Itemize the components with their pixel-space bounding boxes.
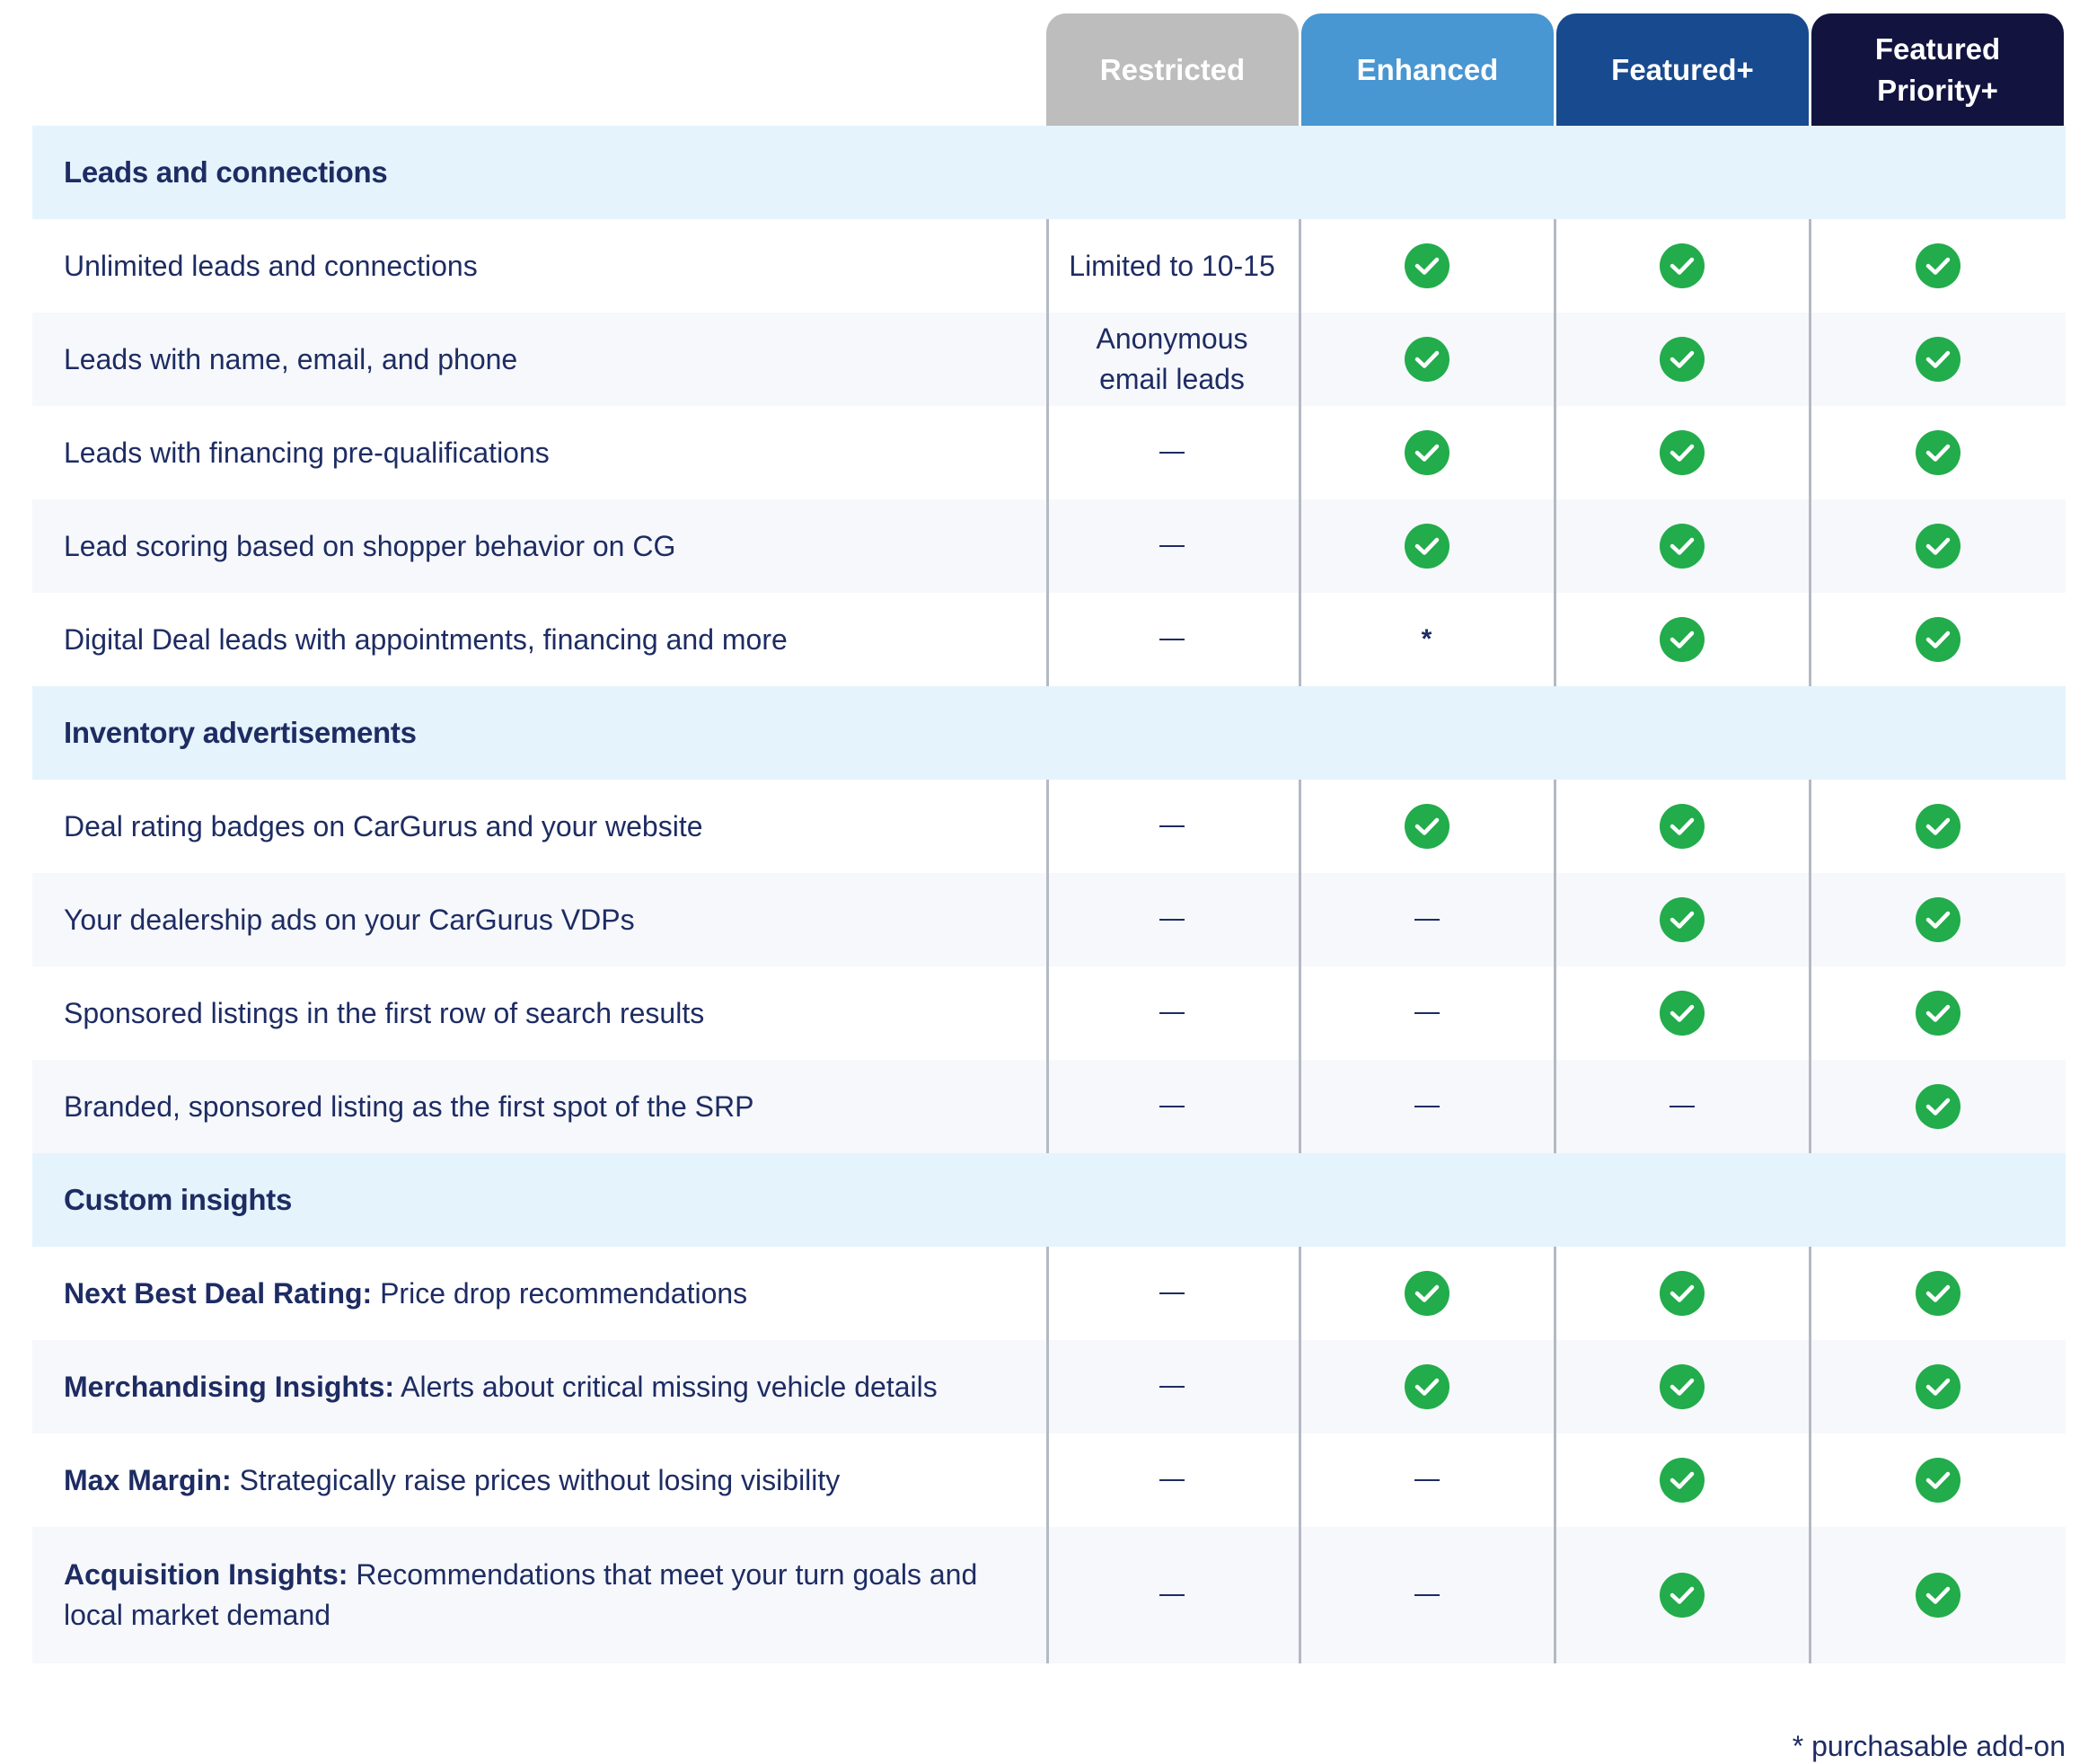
footnote: * purchasable add-on	[1792, 1730, 2066, 1762]
cell-featured_priority_plus	[1811, 873, 2066, 966]
check-icon	[1660, 243, 1705, 288]
check-icon	[1916, 1573, 1960, 1618]
section-title: Inventory advertisements	[64, 716, 417, 749]
check-icon	[1660, 1364, 1705, 1409]
feature-name: Next Best Deal Rating:	[64, 1276, 373, 1310]
column-divider	[1046, 1247, 1049, 1663]
cell-featured_plus	[1555, 1527, 1808, 1663]
column-divider	[1046, 780, 1049, 1153]
feature-description: Recommendations that meet your turn goals and local market demand	[64, 1558, 978, 1631]
cell-restricted	[1046, 499, 1298, 593]
check-icon	[1660, 1458, 1705, 1503]
check-icon	[1660, 897, 1705, 942]
cell-featured_plus	[1555, 1433, 1808, 1527]
cell-enhanced	[1300, 313, 1553, 406]
dash-icon	[1159, 1292, 1185, 1294]
dash-icon	[1159, 825, 1185, 827]
feature-label	[64, 1247, 1034, 1340]
cell-featured_priority_plus	[1811, 1433, 2066, 1527]
feature-row	[32, 313, 2066, 406]
cell-enhanced	[1300, 966, 1553, 1060]
check-icon	[1916, 1084, 1960, 1129]
check-icon	[1916, 337, 1960, 382]
feature-name: Acquisition Insights:	[64, 1558, 348, 1591]
cell-restricted	[1046, 219, 1298, 313]
dash-icon	[1414, 1012, 1440, 1014]
feature-label-text	[64, 993, 704, 1034]
cell-text: Limited to 10-15	[1069, 249, 1275, 282]
feature-description: Alerts about critical missing vehicle details	[394, 1370, 938, 1403]
dash-icon	[1159, 1012, 1185, 1014]
check-icon	[1405, 243, 1449, 288]
feature-description: Your dealership ads on your CarGurus VDPs	[64, 903, 635, 936]
cell-restricted	[1046, 1247, 1298, 1340]
cell-featured_priority_plus	[1811, 1527, 2066, 1663]
column-divider	[1554, 780, 1556, 1153]
feature-label	[64, 1527, 1016, 1663]
feature-row	[32, 1247, 2066, 1340]
feature-label	[64, 1060, 1034, 1153]
feature-name: Merchandising Insights:	[64, 1370, 395, 1403]
column-divider	[1809, 219, 1811, 686]
cell-featured_priority_plus	[1811, 1247, 2066, 1340]
dash-icon	[1159, 545, 1185, 547]
cell-restricted	[1046, 1527, 1298, 1663]
section-header-inventory-advertisements	[32, 686, 2066, 780]
feature-label-text	[64, 1274, 747, 1314]
check-icon	[1660, 991, 1705, 1036]
feature-description: Lead scoring based on shopper behavior on CG	[64, 529, 676, 562]
feature-label	[64, 499, 1034, 593]
column-divider	[1299, 219, 1301, 686]
cell-enhanced	[1300, 1247, 1553, 1340]
dash-icon	[1159, 452, 1185, 454]
cell-featured_plus	[1555, 499, 1808, 593]
cell-featured_plus	[1555, 780, 1808, 873]
tier-header-featured_priority_plus: Featured Priority+	[1811, 13, 2064, 127]
cell-enhanced	[1300, 499, 1553, 593]
feature-label-text	[64, 433, 550, 473]
feature-description: Branded, sponsored listing as the first spot of the SRP	[64, 1089, 754, 1123]
dash-icon	[1159, 919, 1185, 921]
cell-restricted	[1046, 780, 1298, 873]
cell-featured_plus	[1555, 406, 1808, 499]
check-icon	[1916, 1271, 1960, 1316]
feature-label	[64, 406, 1034, 499]
dash-icon	[1159, 1594, 1185, 1596]
feature-label	[64, 593, 1034, 686]
column-divider	[1809, 1247, 1811, 1663]
check-icon	[1405, 1271, 1449, 1316]
dash-icon	[1159, 1106, 1185, 1107]
check-icon	[1916, 804, 1960, 849]
feature-row	[32, 593, 2066, 686]
cell-restricted	[1046, 1433, 1298, 1527]
check-icon	[1916, 1458, 1960, 1503]
check-icon	[1916, 991, 1960, 1036]
cell-featured_priority_plus	[1811, 313, 2066, 406]
cell-featured_plus	[1555, 1340, 1808, 1433]
feature-row	[32, 966, 2066, 1060]
check-icon	[1405, 1364, 1449, 1409]
feature-label	[64, 1340, 1034, 1433]
cell-featured_priority_plus	[1811, 966, 2066, 1060]
feature-label-text	[64, 526, 675, 567]
check-icon	[1916, 243, 1960, 288]
cell-enhanced	[1300, 1433, 1553, 1527]
cell-featured_priority_plus	[1811, 406, 2066, 499]
cell-featured_plus	[1555, 219, 1808, 313]
cell-enhanced	[1300, 780, 1553, 873]
column-divider	[1554, 1247, 1556, 1663]
cell-featured_plus	[1555, 1247, 1808, 1340]
feature-label	[64, 966, 1034, 1060]
cell-restricted	[1046, 873, 1298, 966]
cell-enhanced	[1300, 873, 1553, 966]
feature-description: Deal rating badges on CarGurus and your website	[64, 809, 703, 842]
check-icon	[1660, 337, 1705, 382]
feature-description: Sponsored listings in the first row of search results	[64, 996, 705, 1029]
cell-restricted	[1046, 313, 1298, 406]
feature-label	[64, 873, 1034, 966]
cell-restricted	[1046, 1340, 1298, 1433]
feature-row	[32, 499, 2066, 593]
cell-enhanced	[1300, 1060, 1553, 1153]
check-icon	[1405, 430, 1449, 475]
feature-label	[64, 313, 1034, 406]
cell-featured_plus	[1555, 873, 1808, 966]
feature-description: Strategically raise prices without losing visibility	[231, 1463, 841, 1496]
dash-icon	[1159, 1386, 1185, 1388]
cell-featured_priority_plus	[1811, 780, 2066, 873]
section-header-custom-insights	[32, 1153, 2066, 1247]
cell-featured_plus	[1555, 1060, 1808, 1153]
column-divider	[1554, 219, 1556, 686]
feature-label-text	[64, 900, 635, 940]
check-icon	[1660, 1271, 1705, 1316]
column-divider	[1299, 1247, 1301, 1663]
feature-description: Leads with financing pre-qualifications	[64, 436, 550, 469]
tier-header-enhanced: Enhanced	[1301, 13, 1554, 127]
check-icon	[1916, 617, 1960, 662]
feature-label	[64, 1433, 1034, 1527]
cell-featured_plus	[1555, 966, 1808, 1060]
cell-text: Anonymous email leads	[1096, 322, 1248, 395]
dash-icon	[1414, 919, 1440, 921]
feature-row	[32, 1527, 2066, 1663]
tier-header-featured_plus: Featured+	[1556, 13, 1809, 127]
dash-icon	[1414, 1106, 1440, 1107]
cell-enhanced	[1300, 1527, 1553, 1663]
feature-row	[32, 219, 2066, 313]
cell-enhanced	[1300, 406, 1553, 499]
feature-label-text	[64, 807, 703, 847]
check-icon	[1405, 804, 1449, 849]
tier-header-restricted: Restricted	[1046, 13, 1299, 127]
cell-featured_plus	[1555, 313, 1808, 406]
feature-description: Digital Deal leads with appointments, financing and more	[64, 622, 788, 656]
cell-featured_priority_plus	[1811, 1340, 2066, 1433]
feature-label-text	[64, 1460, 840, 1501]
feature-description: Price drop recommendations	[372, 1276, 748, 1310]
cell-restricted	[1046, 406, 1298, 499]
feature-label-text	[64, 1087, 753, 1127]
feature-label-text	[64, 1367, 938, 1407]
cell-featured_priority_plus	[1811, 219, 2066, 313]
column-divider	[1046, 219, 1049, 686]
feature-row	[32, 1060, 2066, 1153]
check-icon	[1916, 897, 1960, 942]
column-divider	[1809, 780, 1811, 1153]
cell-restricted	[1046, 1060, 1298, 1153]
check-icon	[1660, 430, 1705, 475]
dash-icon	[1414, 1479, 1440, 1481]
add-on-marker: *	[1421, 624, 1432, 654]
check-icon	[1405, 524, 1449, 569]
cell-restricted	[1046, 966, 1298, 1060]
feature-description: Unlimited leads and connections	[64, 249, 478, 282]
feature-label-text	[64, 1555, 1016, 1636]
feature-label	[64, 780, 1034, 873]
check-icon	[1660, 524, 1705, 569]
column-divider	[1299, 780, 1301, 1153]
feature-row	[32, 406, 2066, 499]
feature-label	[64, 219, 1034, 313]
feature-name: Max Margin:	[64, 1463, 232, 1496]
dash-icon	[1159, 1479, 1185, 1481]
cell-enhanced	[1300, 593, 1553, 686]
check-icon	[1660, 617, 1705, 662]
feature-row	[32, 780, 2066, 873]
section-title: Leads and connections	[64, 155, 388, 189]
cell-featured_priority_plus	[1811, 1060, 2066, 1153]
check-icon	[1916, 1364, 1960, 1409]
cell-featured_plus	[1555, 593, 1808, 686]
dash-icon	[1159, 639, 1185, 640]
cell-enhanced	[1300, 219, 1553, 313]
cell-restricted	[1046, 593, 1298, 686]
dash-icon	[1670, 1106, 1695, 1107]
feature-row	[32, 1340, 2066, 1433]
check-icon	[1916, 430, 1960, 475]
dash-icon	[1414, 1594, 1440, 1596]
feature-row	[32, 873, 2066, 966]
feature-label-text	[64, 620, 788, 660]
feature-description: Leads with name, email, and phone	[64, 342, 518, 375]
section-title: Custom insights	[64, 1183, 293, 1216]
feature-row	[32, 1433, 2066, 1527]
feature-label-text	[64, 340, 517, 380]
section-header-leads-and-connections	[32, 126, 2066, 219]
cell-enhanced	[1300, 1340, 1553, 1433]
cell-featured_priority_plus	[1811, 499, 2066, 593]
feature-label-text	[64, 246, 478, 287]
check-icon	[1660, 1573, 1705, 1618]
check-icon	[1405, 337, 1449, 382]
cell-featured_priority_plus	[1811, 593, 2066, 686]
check-icon	[1916, 524, 1960, 569]
check-icon	[1660, 804, 1705, 849]
